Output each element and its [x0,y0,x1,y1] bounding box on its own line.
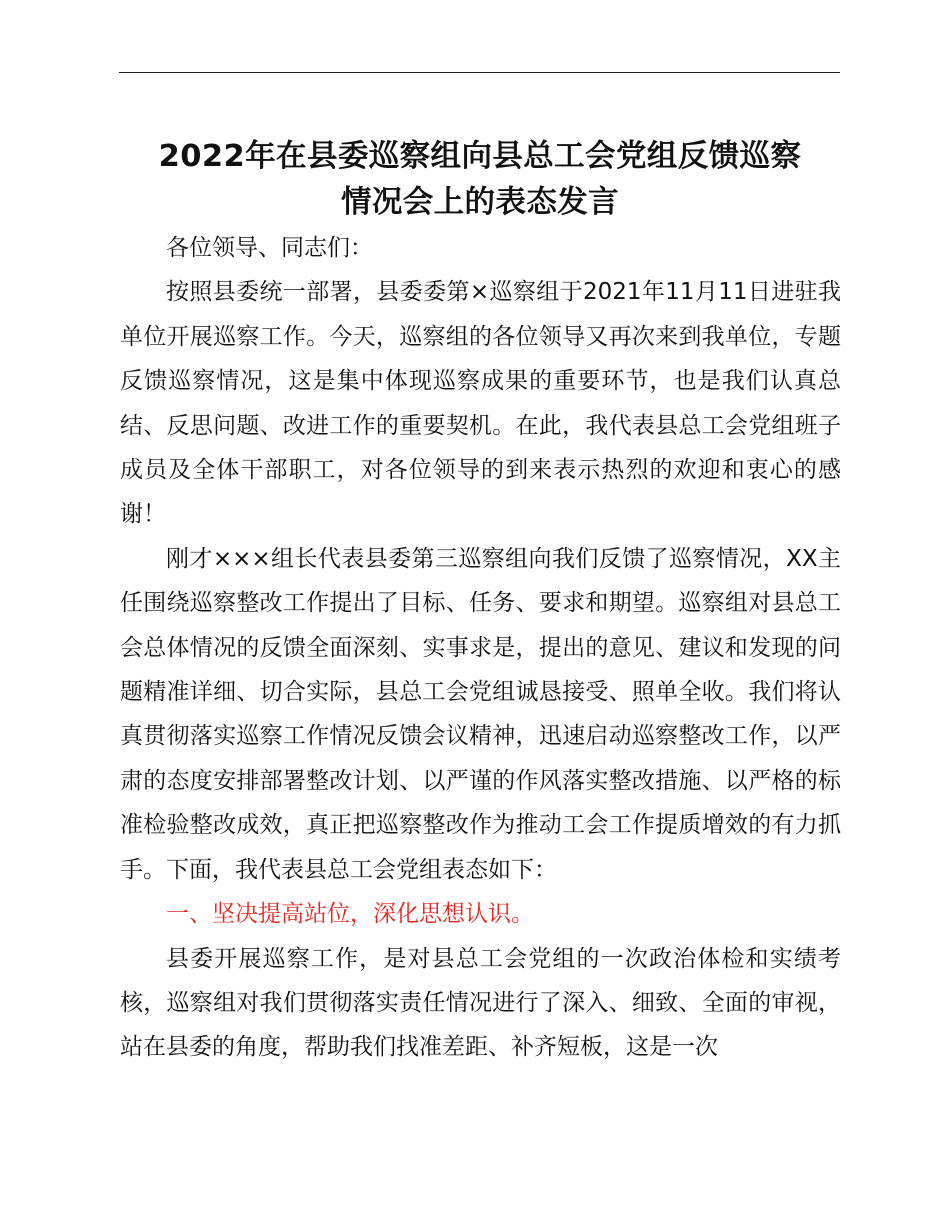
title-line-2: 情况会上的表态发言 [340,185,620,220]
body-paragraph: 按照县委统一部署，县委委第×巡察组于2021年11月11日进驻我单位开展巡察工作。今天，巡察组的各位领导又再次来到我单位，专题反馈巡察情况，这是集中体现巡察成果的重要环节，也是我们认真总结、反思问题、改进工作的重要契机。在此，我代表县总工会党组班子成员及全体干部职工，对各位领导的到来表示热烈的欢迎和衷心的感谢！ [120,279,841,528]
salutation-paragraph: 各位领导、同志们： [166,235,373,261]
section-heading: 一、坚决提高站位，深化思想认识。 [166,901,534,928]
document-body [120,226,841,1070]
title-line-1: 2022年在县委巡察组向县总工会党组反馈巡察 [158,139,802,174]
header-rule [119,72,840,73]
body-paragraph: 县委开展巡察工作，是对县总工会党组的一次政治体检和实绩考核，巡察组对我们贯彻落实责任情况进行了深入、细致、全面的审视，站在县委的角度，帮助我们找准差距、补齐短板，这是一次 [120,945,841,1061]
document-title [100,134,860,226]
body-paragraph: 刚才×××组长代表县委第三巡察组向我们反馈了巡察情况，XX主任围绕巡察整改工作提出了目标、任务、要求和期望。巡察组对县总工会总体情况的反馈全面深刻、实事求是，提出的意见、建议和发现的问题精准详细、切合实际，县总工会党组诚恳接受、照单全收。我们将认真贯彻落实巡察工作情况反馈会议精神，迅速启动巡察整改工作，以严肃的态度安排部署整改计划、以严谨的作风落实整改措施、以严格的标准检验整改成效，真正把巡察整改作为推动工会工作提质增效的有力抓手。下面，我代表县总工会党组表态如下： [120,545,841,883]
